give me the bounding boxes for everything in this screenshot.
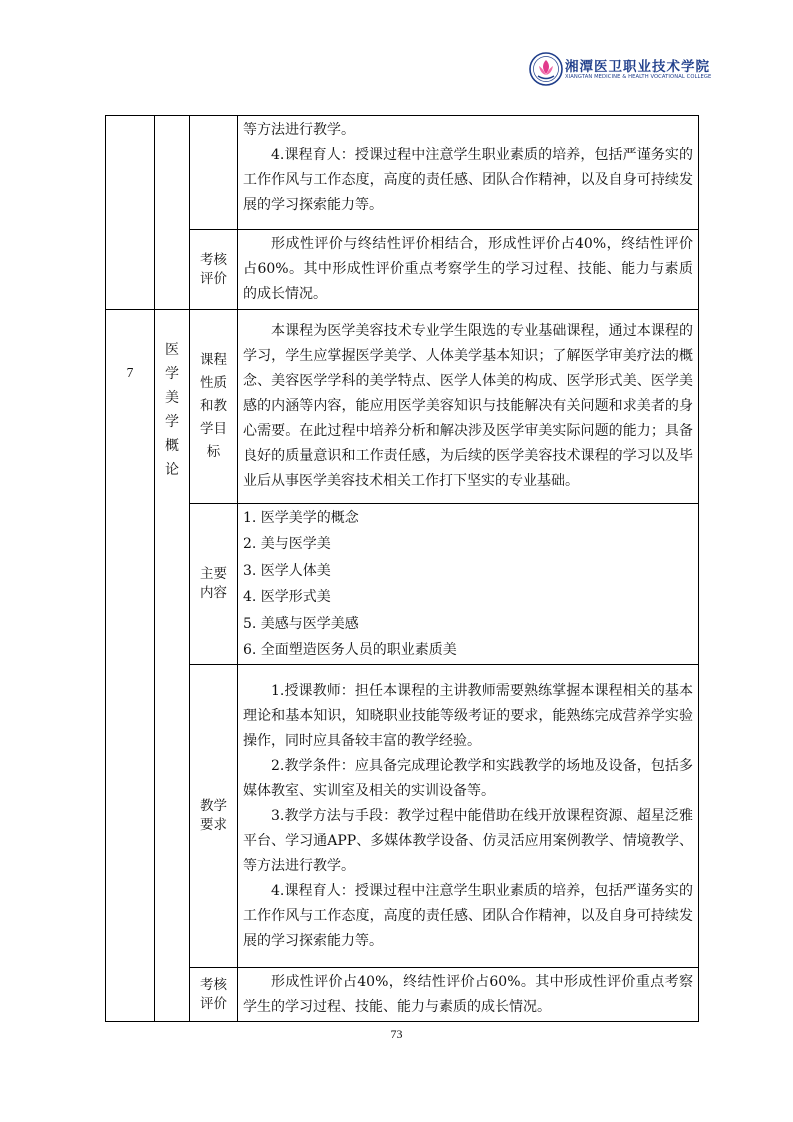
table-row-prev-assessment [106,230,699,310]
list-item: 3. 医学人体美 [243,562,331,579]
table-row-prev-requirements [106,116,699,230]
assessment-text: 形成性评价占40%，终结性评价占60%。其中形成性评价重点考察学生的学习过程、技能、能力与素质的成长情况。 [243,973,693,1015]
requirement-paragraph: 2.教学条件：应具备完成理论教学和实践教学的场地及设备，包括多媒体教室、实训室及相关的实训设备等。 [243,757,693,799]
requirements-cell [238,665,699,968]
list-item: 6. 全面塑造医务人员的职业素质美 [243,642,457,658]
prev-requirements-paragraph: 4.课程育人：授课过程中注意学生职业素质的培养，包括严谨务实的工作作风与工作态度，高度的责任感、团队合作精神，以及自身可持续发展的学习探索能力等。 [243,147,693,213]
assessment-label-cell [190,968,238,1022]
course-name-cell [155,310,190,1022]
list-item: 1. 医学美学的概念 [243,509,359,526]
college-logo [529,52,712,92]
page-number: 73 [390,1027,403,1041]
table-row-course-nature [106,310,699,504]
requirement-paragraph: 3.教学方法与手段：教学过程中能借助在线开放课程资源、超星泛雅平台、学习通APP、多媒体教学设备、仿灵活应用案例教学、情境教学、等方法进行教学。 [243,807,693,874]
list-item: 5. 美感与医学美感 [243,615,359,632]
requirements-label-cell [190,665,238,968]
nature-label-cell [190,310,238,504]
assessment-label: 考核评价 [200,976,227,1012]
assessment-cell [238,968,699,1022]
table-row-teaching-requirements [106,665,699,968]
content-label: 主要内容 [200,566,227,601]
prev-assessment-cell [238,230,699,310]
nature-text: 本课程为医学美容技术专业学生限选的专业基础课程，通过本课程的学习，学生应掌握医学美学、人体美学基本知识；了解医学审美疗法的概念、美容医学学科的美学特点、医学人体美的构成、医学形式美、医学美感的内涵等内容，能应用医学美容知识与技能解决有关问题和求美者的身心需要。在此过程中培养分析和解决涉及医学审美实际问题的能力；具备良好的质量意识和工作责任感，为后续的医学美容技术课程的学习以及毕业后从事医学美容技术相关工作打下坚实的专业基础。 [243,323,693,489]
requirement-paragraph: 1.授课教师：担任本课程的主讲教师需要熟练掌握本课程相关的基本理论和基本知识，知晓职业技能等级考证的要求，能熟练完成营养学实验操作，同时应具备较丰富的教学经验。 [243,682,693,749]
content-cell [238,504,699,665]
prev-assessment-label-cell [190,230,238,310]
assessment-label: 考核评价 [200,251,227,287]
prev-requirements-label-cell [190,116,238,230]
nature-label: 课程性质和教学目标 [200,352,227,460]
list-item: 4. 医学形式美 [243,589,331,605]
course-number: 7 [126,365,134,380]
table-row-assessment [106,968,699,1022]
content-label-cell [190,504,238,665]
college-emblem-icon [529,52,563,86]
school-name-en: XIANGTAN MEDICINE & HEALTH VOCATIONAL COLLEGE [565,74,712,80]
prev-course-cell [155,116,190,310]
prev-requirements-line: 等方法进行教学。 [243,122,355,138]
prev-requirements-cell [238,116,699,230]
requirements-label: 教学要求 [200,798,227,833]
requirement-paragraph: 4.课程育人：授课过程中注意学生职业素质的培养，包括严谨务实的工作作风与工作态度，高度的责任感、团队合作精神，以及自身可持续发展的学习探索能力等。 [243,882,693,949]
table-row-main-content [106,504,699,665]
prev-number-cell [106,116,155,310]
course-name: 医学美学概论 [165,342,179,478]
assessment-text: 形成性评价与终结性评价相结合，形成性评价占40%，终结性评价占60%。其中形成性评价重点考察学生的学习过程、技能、能力与素质的成长情况。 [243,236,693,302]
list-item: 2. 美与医学美 [243,536,331,552]
school-name: 湘潭医卫职业技术学院 [565,59,710,75]
nature-cell [238,310,699,504]
course-number-cell [106,310,155,1022]
curriculum-table [105,115,699,1022]
